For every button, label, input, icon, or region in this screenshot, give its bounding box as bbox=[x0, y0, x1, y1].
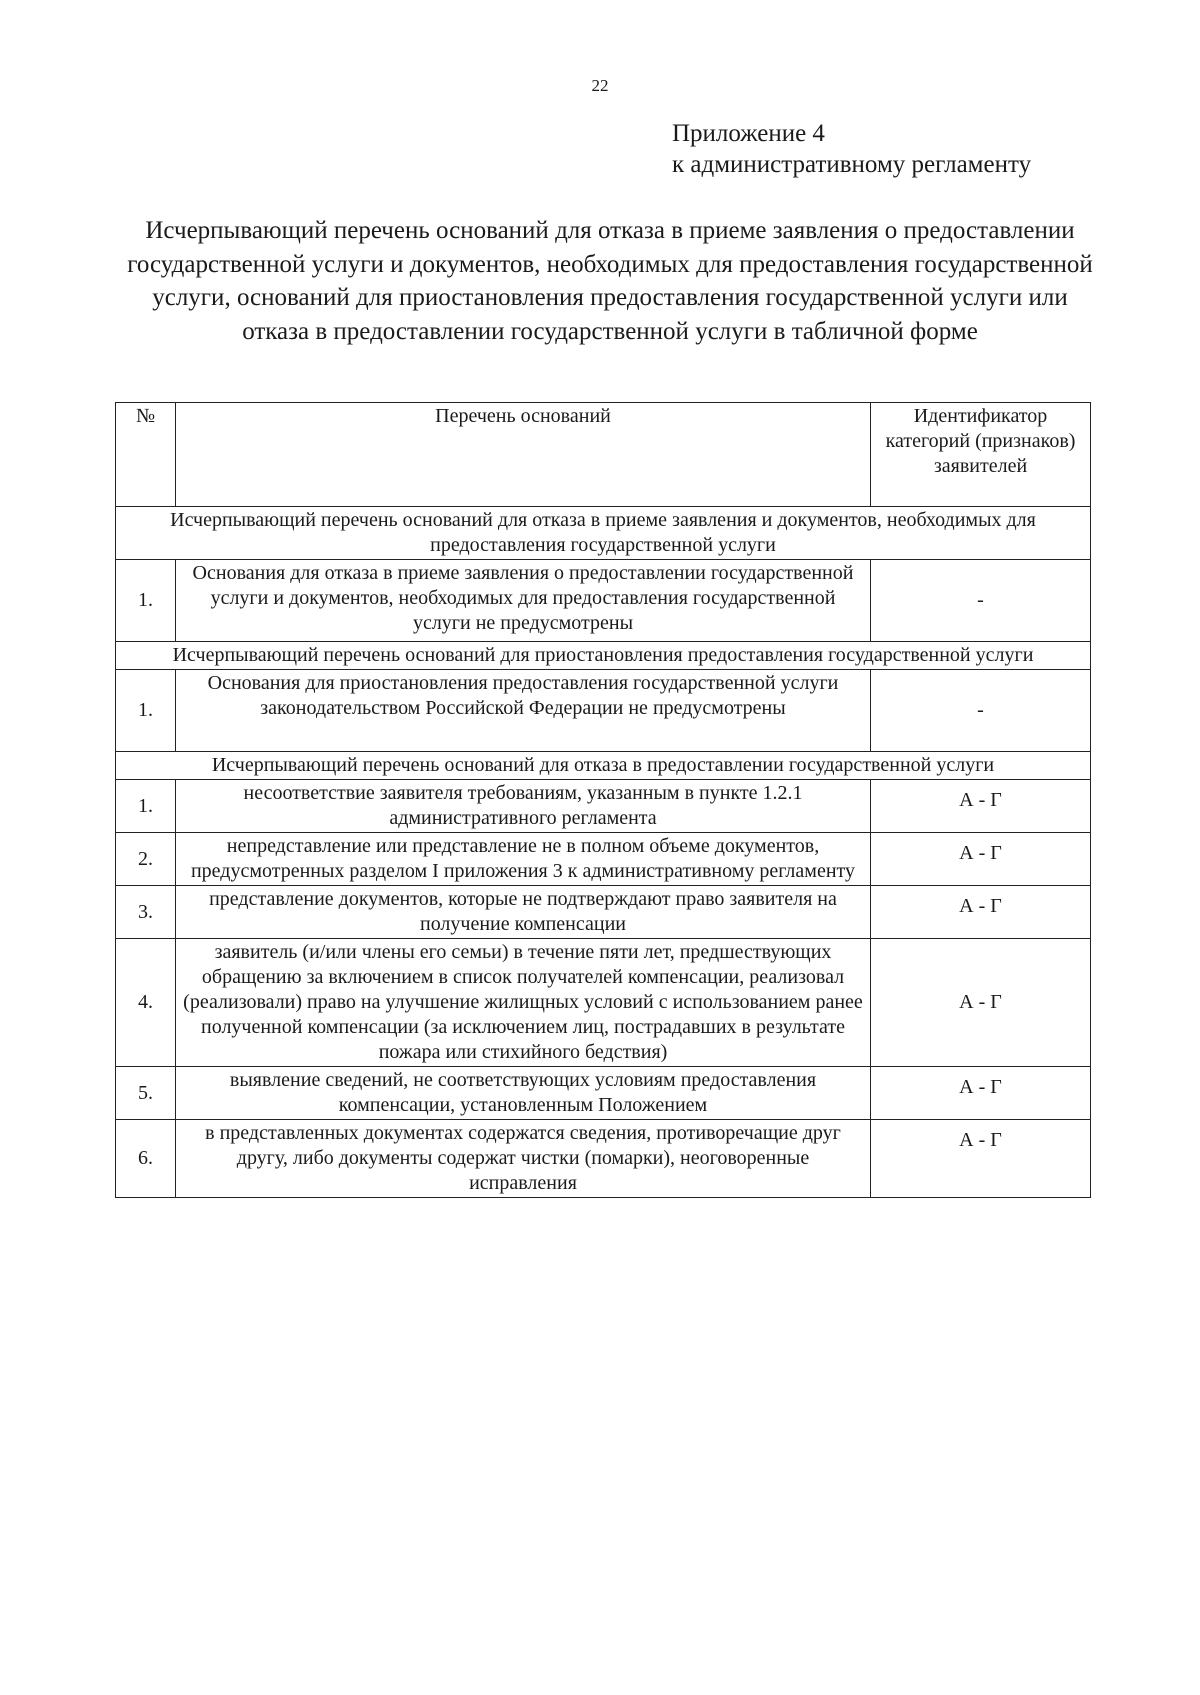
row-identifier: А - Г bbox=[871, 1067, 1091, 1120]
row-text: заявитель (и/или члены его семьи) в течение пяти лет, предшествующих обращению за включением в список получателей компенсации, реализовал (реализовали) право на улучшение жилищных условий с использованием ранее полученной компенсации (за исключением лиц, пострадавших в результате пожара или стихийного бедствия) bbox=[176, 939, 871, 1067]
row-identifier: - bbox=[871, 560, 1091, 642]
row-text: непредставление или представление не в полном объеме документов, предусмотренных разделом I приложения 3 к административному регламенту bbox=[176, 833, 871, 886]
section-title: Исчерпывающий перечень оснований для отказа в предоставлении государственной услуги bbox=[116, 752, 1091, 780]
table-row bbox=[116, 670, 1091, 752]
header-num: № bbox=[116, 403, 176, 507]
section-title: Исчерпывающий перечень оснований для приостановления предоставления государственной услуги bbox=[116, 642, 1091, 670]
section-title-row bbox=[116, 507, 1091, 560]
row-num: 1. bbox=[116, 560, 176, 642]
appendix-line-2: к административному регламенту bbox=[672, 151, 1032, 178]
section-title-row bbox=[116, 752, 1091, 780]
header-grounds: Перечень оснований bbox=[176, 403, 871, 507]
table-header-row bbox=[116, 403, 1091, 507]
grounds-table bbox=[115, 402, 1091, 1198]
table-row bbox=[116, 1120, 1091, 1198]
section-title-row bbox=[116, 642, 1091, 670]
appendix-line-1: Приложение 4 bbox=[672, 120, 825, 147]
row-identifier: А - Г bbox=[871, 833, 1091, 886]
page-number: 22 bbox=[591, 76, 609, 95]
row-text: представление документов, которые не подтверждают право заявителя на получение компенсации bbox=[176, 886, 871, 939]
appendix-reference bbox=[672, 118, 1031, 180]
row-text: несоответствие заявителя требованиям, указанным в пункте 1.2.1 административного регламента bbox=[176, 780, 871, 833]
row-num: 2. bbox=[116, 833, 176, 886]
row-text: Основания для отказа в приеме заявления о предоставлении государственной услуги и документов, необходимых для предоставления государственной услуги не предусмотрены bbox=[176, 560, 871, 642]
row-text: выявление сведений, не соответствующих условиям предоставления компенсации, установленным Положением bbox=[176, 1067, 871, 1120]
row-identifier: А - Г bbox=[871, 1120, 1091, 1198]
table-row bbox=[116, 780, 1091, 833]
row-num: 5. bbox=[116, 1067, 176, 1120]
row-identifier: А - Г bbox=[871, 780, 1091, 833]
table-row bbox=[116, 833, 1091, 886]
row-identifier: - bbox=[871, 670, 1091, 752]
row-text: Основания для приостановления предоставления государственной услуги законодательством Российской Федерации не предусмотрены bbox=[176, 670, 871, 752]
row-num: 6. bbox=[116, 1120, 176, 1198]
header-identifier: Идентификатор категорий (признаков) заявителей bbox=[871, 403, 1091, 507]
row-num: 1. bbox=[116, 670, 176, 752]
table-row bbox=[116, 1067, 1091, 1120]
row-num: 4. bbox=[116, 939, 176, 1067]
table-row bbox=[116, 886, 1091, 939]
table-row bbox=[116, 560, 1091, 642]
row-num: 3. bbox=[116, 886, 176, 939]
document-title: Исчерпывающий перечень оснований для отказа в приеме заявления о предоставлении государственной услуги и документов, необходимых для предоставления государственной услуги, оснований для приостановления предоставления государственной услуги или отказа в предоставлении государственной услуги в табличной форме bbox=[127, 217, 1093, 345]
row-identifier: А - Г bbox=[871, 886, 1091, 939]
row-num: 1. bbox=[116, 780, 176, 833]
row-text: в представленных документах содержатся сведения, противоречащие друг другу, либо документы содержат чистки (помарки), неоговоренные исправления bbox=[176, 1120, 871, 1198]
table-row bbox=[116, 939, 1091, 1067]
row-identifier: А - Г bbox=[871, 939, 1091, 1067]
section-title: Исчерпывающий перечень оснований для отказа в приеме заявления и документов, необходимых для предоставления государственной услуги bbox=[116, 507, 1091, 560]
